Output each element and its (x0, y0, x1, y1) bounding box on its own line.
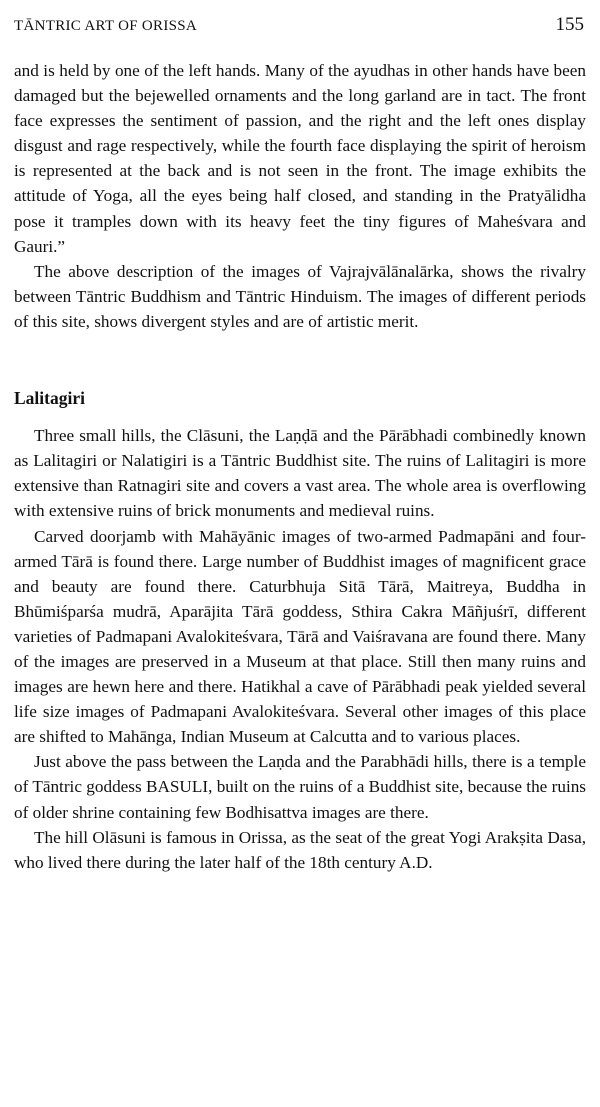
running-header (14, 14, 586, 38)
body-paragraph: The hill Olāsuni is famous in Orissa, as the seat of the great Yogi Arakṣita Dasa, who lived there during the later half of the 18th century A.D. (14, 827, 586, 872)
body-paragraph: Three small hills, the Clāsuni, the Laṇḍā and the Pārābhadi combinedly known as Lalitagiri or Nalatigiri is a Tāntric Buddhist site. The ruins of Lalitagiri is more extensive than Ratnagiri site and covers a vast area. The whole area is overflowing with extensive ruins of brick monuments and medieval ruins. (14, 426, 586, 521)
section-heading: Lalitagiri (14, 388, 85, 409)
running-title: TĀNTRIC ART OF ORISSA (14, 18, 198, 34)
page-body (14, 58, 586, 875)
body-paragraph: Carved doorjamb with Mahāyānic images of two-armed Padmapāni and four-armed Tārā is found there. Large number of Buddhist images of magnificent grace and beauty are found there. Caturbhuja Sitā Tārā, Maitreya, Buddha in Bhūmiśparśa mudrā, Aparājita Tārā goddess, Sthira Cakra Māñjuśrī, different varieties of Padmapani Avalokiteśvara, Tārā and Vaiśravana are found there. Many of the images are preserved in a Museum at that place. Still then many ruins and images are hewn here and there. Hatikhal a cave of Pārābhadi peak yielded several life size images of Padmapani Avalokiteśvara. Several other images of this place are shifted to Mahānga, Indian Museum at Calcutta and to various places. (14, 526, 586, 747)
body-paragraph: Just above the pass between the Laṇda and the Parabhādi hills, there is a temple of Tāntric goddess BASULI, built on the ruins of a Buddhist site, because the ruins of older shrine containing few Bodhisattva images are there. (14, 752, 586, 822)
body-paragraph: and is held by one of the left hands. Many of the ayudhas in other hands have been damaged but the bejewelled ornaments and the long garland are in tact. The front face expresses the sentiment of passion, and the right and the left ones display disgust and rage respectively, while the fourth face displaying the spirit of heroism is represented at the back and is not seen in the front. The image exhibits the attitude of Yoga, all the eyes being half closed, and standing in the Pratyālidha pose it tramples down with its heavy feet the tiny figures of Maheśvara and Gauri.” (14, 61, 586, 256)
body-paragraph: The above description of the images of Vajrajvālānalārka, shows the rivalry between Tāntric Buddhism and Tāntric Hinduism. The images of different periods of this site, shows divergent styles and are of artistic merit. (14, 261, 586, 331)
page-number: 155 (555, 14, 584, 35)
